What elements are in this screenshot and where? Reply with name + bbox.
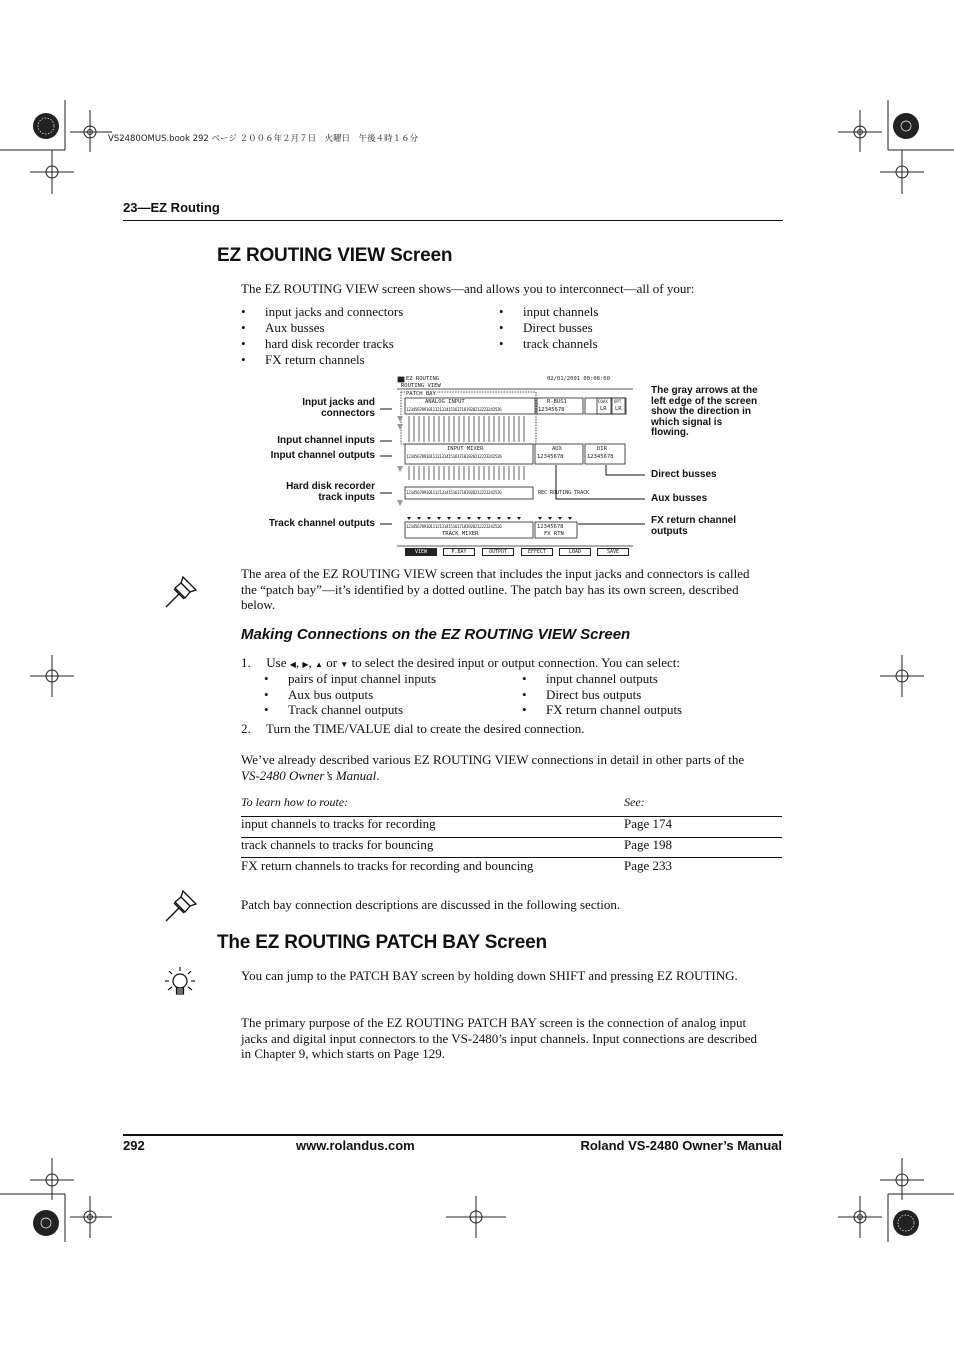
lcd-track-mixer: TRACK MIXER <box>442 531 479 537</box>
manual-title: VS-2480 Owner’s Manual <box>241 767 377 783</box>
lcd-rbus1: R-BUS1 <box>547 399 567 405</box>
callout-input-channel-outputs: Input channel outputs <box>270 450 375 461</box>
note-patch-bay: The area of the EZ ROUTING VIEW screen that includes the input jacks and connectors is called the “patch bay”—it’s identified by a dotted outline. The patch bay has its own screen, described below. <box>241 566 750 613</box>
callout-fx-return: FX return channel outputs <box>651 515 737 537</box>
callout-gray-arrows: The gray arrows at the left edge of the screen show the direction in which signal is flowing. <box>651 385 758 438</box>
lcd-seq-rbus1: 12345678 <box>538 407 565 413</box>
footer-url: www.rolandus.com <box>296 1138 415 1153</box>
lcd-dir: DIR <box>597 446 607 452</box>
lcd-rec-routing: REC ROUTING TRACK <box>538 490 590 496</box>
step-1-text: to select the desired input or output connection. You can select: <box>351 655 681 670</box>
lcd-seq-dir: 12345678 <box>587 454 614 460</box>
lcd-seq-aux: 12345678 <box>537 454 564 460</box>
callout-input-jacks: Input jacks and connectors <box>302 397 375 419</box>
step-1-use: Use <box>266 655 287 670</box>
lcd-lr-opt: LR <box>615 406 622 412</box>
down-arrow-icon: ▼ <box>340 660 349 669</box>
table-header-see: See: <box>624 795 645 809</box>
lcd-opt: OPT <box>614 399 622 404</box>
callout-direct-busses: Direct busses <box>651 469 717 480</box>
footer-manual-title: Roland VS-2480 Owner’s Manual <box>580 1138 782 1153</box>
lightbulb-icon <box>164 966 196 1002</box>
page-number: 292 <box>123 1138 145 1153</box>
lcd-tab-effect: EFFECT <box>521 548 553 556</box>
callout-aux-busses: Aux busses <box>651 493 708 504</box>
step-2 <box>241 721 781 737</box>
section-title-patch-bay: The EZ ROUTING PATCH BAY Screen <box>217 932 547 953</box>
lcd-tab-pbay: P.BAY <box>443 548 475 556</box>
step-1-number: 1. <box>241 655 251 670</box>
lcd-analog-input: ANALOG INPUT <box>425 399 465 405</box>
step-2-text: Turn the TIME/VALUE dial to create the desired connection. <box>266 721 585 736</box>
tip-jump-patch-bay: You can jump to the PATCH BAY screen by holding down SHIFT and pressing EZ ROUTING. <box>241 968 738 983</box>
lcd-seq-tmixer: 1234567891011121314151617181920212223242526 <box>406 524 502 529</box>
right-arrow-icon: ▶ <box>302 660 309 669</box>
lcd-screen <box>397 376 633 558</box>
manual-reference-paragraph: We’ve already described various EZ ROUTING VIEW connections in detail in other parts of the VS-2480 Owner’s Manual. <box>241 752 745 783</box>
step-2-number: 2. <box>241 721 251 736</box>
footer-rule <box>123 1134 783 1136</box>
lcd-aux: AUX <box>552 446 562 452</box>
lcd-title: EZ ROUTING <box>406 376 440 382</box>
lcd-seq-fx: 12345678 <box>537 524 564 530</box>
lcd-input-mixer: INPUT MIXER <box>447 446 484 452</box>
lcd-tab-view: VIEW <box>405 548 437 556</box>
table-header-route: To learn how to route: <box>241 795 349 809</box>
book-info-line: VS2480OMUS.book 292 ページ ２００６年２月７日 火曜日 午後４時１６分 <box>108 134 419 144</box>
callout-track-channel-outputs: Track channel outputs <box>268 518 375 529</box>
running-head: 23—EZ Routing <box>123 200 220 215</box>
callout-hdr-track-inputs: Hard disk recorder track inputs <box>286 481 375 503</box>
lcd-seq-analog: 1234567891011121314151617181920212223242526 <box>406 407 502 412</box>
callout-input-channel-inputs: Input channel inputs <box>277 435 375 446</box>
lcd-seq-track: 1234567891011121314151617181920212223242526 <box>406 490 502 495</box>
lcd-tab-output: OUTPUT <box>482 548 514 556</box>
pushpin-icon <box>163 888 199 924</box>
step-1: 1. Use ◀, ▶, ▲ or ▼ to select the desired input or output connection. You can select: <box>241 655 681 670</box>
up-arrow-icon: ▲ <box>315 660 323 669</box>
patch-bay-purpose: The primary purpose of the EZ ROUTING PATCH BAY screen is the connection of analog input jacks and digital input connectors to the VS-2480’s input channels. Input connections are described in Chapter 9, which starts on Page 129. <box>241 1015 758 1062</box>
lcd-tab-load: LOAD <box>559 548 591 556</box>
lcd-patch-bay: PATCH BAY <box>406 391 436 397</box>
left-arrow-icon: ◀ <box>289 660 296 669</box>
pushpin-icon <box>163 574 199 610</box>
note-patch-bay-descriptions: Patch bay connection descriptions are discussed in the following section. <box>241 897 621 912</box>
lcd-seq-mixer: 1234567891011121314151617181920212223242526 <box>406 454 502 459</box>
section1-intro: The EZ ROUTING VIEW screen shows—and allows you to interconnect—all of your: <box>241 281 695 296</box>
lcd-coax: COAX <box>598 399 608 404</box>
lcd-date: 02/01/2001 00:08:00 <box>547 376 610 382</box>
lcd-lr-coax: LR <box>600 406 607 412</box>
lcd-fx-rtn: FX RTN <box>544 531 564 537</box>
lcd-tab-save: SAVE <box>597 548 629 556</box>
subsection-title: Making Connections on the EZ ROUTING VIEW Screen <box>241 626 631 643</box>
lcd-subtitle: ROUTING VIEW <box>401 383 441 389</box>
section-title-ez-routing-view: EZ ROUTING VIEW Screen <box>217 245 453 266</box>
